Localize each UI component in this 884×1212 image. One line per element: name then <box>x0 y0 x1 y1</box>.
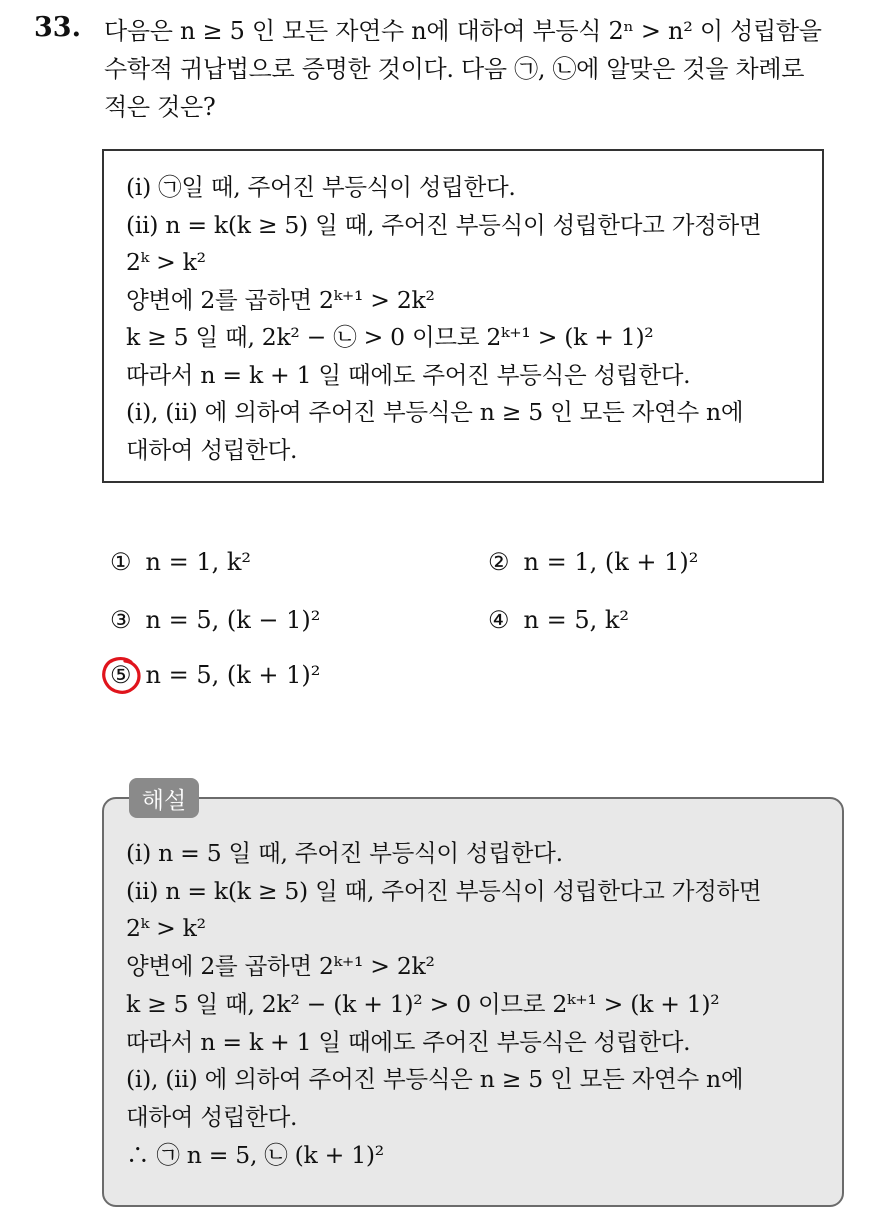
solution-line: 따라서 n = k + 1 일 때에도 주어진 부등식은 성립한다. <box>126 1027 691 1056</box>
solution-line: (ii) n = k(k ≥ 5) 일 때, 주어진 부등식이 성립한다고 가정하면 <box>126 876 762 905</box>
question-line: 다음은 n ≥ 5 인 모든 자연수 n에 대하여 부등식 2ⁿ > n² 이 성립함을 <box>104 17 822 45</box>
choice-text: n = 5, (k + 1)² <box>145 661 321 689</box>
proof-text <box>126 169 761 469</box>
proof-line: 양변에 2를 곱하면 2ᵏ⁺¹ > 2k² <box>126 285 435 314</box>
choice-4[interactable] <box>488 606 629 634</box>
proof-line: 따라서 n = k + 1 일 때에도 주어진 부등식은 성립한다. <box>126 360 691 389</box>
solution-line: ∴ ㉠ n = 5, ㉡ (k + 1)² <box>126 1140 384 1169</box>
choice-text: n = 1, (k + 1)² <box>523 548 699 576</box>
question-text <box>104 12 864 126</box>
proof-line: (ii) n = k(k ≥ 5) 일 때, 주어진 부등식이 성립한다고 가정하면 <box>126 210 762 239</box>
choice-text: n = 5, k² <box>523 606 630 634</box>
choice-1[interactable] <box>110 548 251 576</box>
solution-tag: 해설 <box>129 778 199 818</box>
proof-line: 대하여 성립한다. <box>126 435 298 464</box>
proof-line: (i) ㉠일 때, 주어진 부등식이 성립한다. <box>126 173 516 201</box>
choice-number: ④ <box>488 606 510 634</box>
choice-text: n = 1, k² <box>145 548 252 576</box>
solution-line: 대하여 성립한다. <box>126 1102 298 1131</box>
question-number: 33. <box>34 12 81 43</box>
proof-box <box>102 149 824 483</box>
question-line: 수학적 귀납법으로 증명한 것이다. 다음 ㉠, ㉡에 알맞은 것을 차례로 <box>104 55 805 83</box>
choice-2[interactable] <box>488 548 698 576</box>
proof-line: k ≥ 5 일 때, 2k² − ㉡ > 0 이므로 2ᵏ⁺¹ > (k + 1)² <box>126 323 654 351</box>
choice-number: ② <box>488 548 510 576</box>
proof-line: (i), (ii) 에 의하여 주어진 부등식은 n ≥ 5 인 모든 자연수 n에 <box>126 398 744 426</box>
choice-text: n = 5, (k − 1)² <box>145 606 321 634</box>
solution-text <box>126 835 761 1174</box>
choice-3[interactable] <box>110 606 320 634</box>
solution-line: (i) n = 5 일 때, 주어진 부등식이 성립한다. <box>126 839 563 867</box>
solution-line: 2ᵏ > k² <box>126 914 206 943</box>
choice-number: ⑤ <box>110 661 132 689</box>
choice-number: ③ <box>110 606 132 634</box>
solution-line: 양변에 2를 곱하면 2ᵏ⁺¹ > 2k² <box>126 952 435 981</box>
choice-number: ① <box>110 548 132 576</box>
proof-line: 2ᵏ > k² <box>126 248 206 276</box>
question-line: 적은 것은? <box>104 93 216 121</box>
solution-line: (i), (ii) 에 의하여 주어진 부등식은 n ≥ 5 인 모든 자연수 n에 <box>126 1065 744 1094</box>
answer-circle-mark-icon <box>101 654 143 696</box>
solution-box <box>102 797 844 1207</box>
solution-line: k ≥ 5 일 때, 2k² − (k + 1)² > 0 이므로 2ᵏ⁺¹ > (k + 1)² <box>126 989 720 1018</box>
